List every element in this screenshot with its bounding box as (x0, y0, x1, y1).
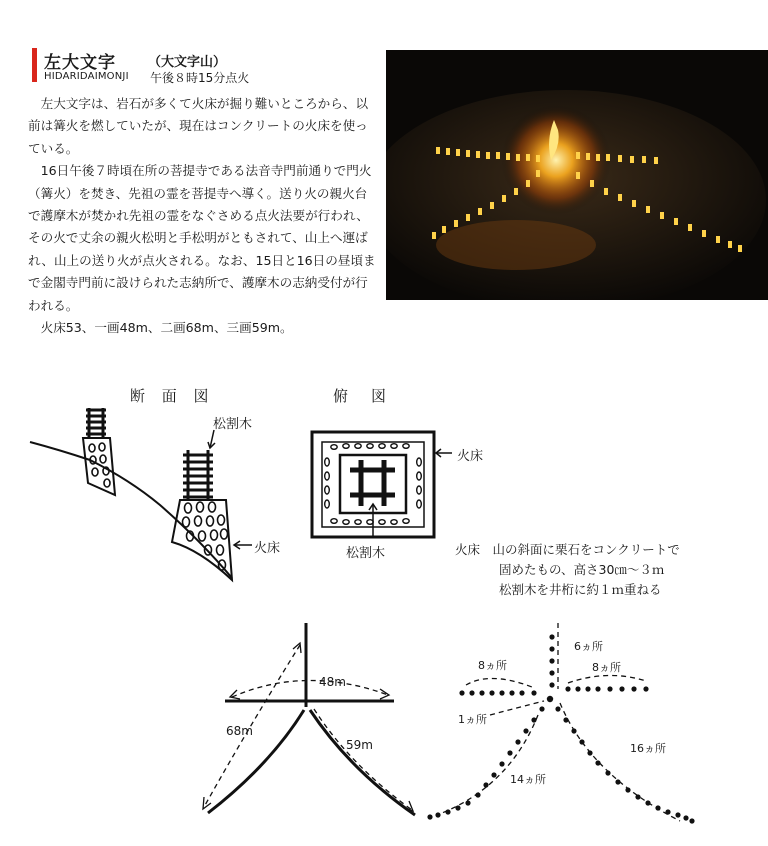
dot-strokes (427, 634, 694, 823)
count-left-label: 8ヵ所 (478, 659, 507, 672)
fire-photo-svg (386, 50, 768, 300)
section-diagram-title: 断 面 図 (130, 387, 215, 405)
fire-bed-label-plan: 火床 (457, 449, 484, 464)
fire-bed-legend (455, 540, 680, 600)
stroke1-length-label: 48m (319, 675, 346, 689)
legend-line-2: 固めたもの、高さ30㎝～３ｍ (499, 562, 665, 577)
legend-term: 火床 (455, 542, 481, 557)
count-top-label: 6ヵ所 (574, 640, 603, 653)
stroke3-length-label: 59m (346, 738, 373, 752)
count-right-label: 8ヵ所 (592, 661, 621, 674)
night-photo (386, 50, 768, 300)
paragraph-2: 16日午後７時頃在所の菩提寺である法音寺門前通りで門火（篝火）を焚き、先祖の霊を菩提寺へ導く。送り火の親火台で護摩木が焚かれ先祖の霊をなぐさめる点火法要が行われ、その火で丈余の親火松明と手松明がともされて、山上へ運ばれ、山上の送り火が点火される。なお、15日と16日の昼頃まで金閣寺門前に設けられた志納所で、護摩木の志納受付が行われる。 (28, 163, 376, 313)
romaji-name: HIDARIDAIMONJI (44, 71, 129, 82)
pine-wood-label-plan: 松割木 (346, 546, 386, 561)
paragraph-1: 左大文字は、岩石が多くて火床が掘り難いところから、以前は篝火を燃していたが、現在はコンクリートの火床を使っている。 (28, 96, 369, 156)
pine-wood-label-section: 松割木 (213, 417, 253, 432)
ignition-time: 午後８時15分点火 (150, 71, 250, 85)
count-lower-right-label: 16ヵ所 (630, 742, 666, 755)
stroke-measure-diagram (203, 623, 415, 815)
character-diagrams-svg (190, 615, 710, 835)
stroke2-length-label: 68m (226, 724, 253, 738)
count-lower-left-label: 14ヵ所 (510, 773, 546, 786)
page-subtitle: （大文字山） (148, 55, 227, 70)
paragraph-3: 火床53、一画48m、二画68m、三画59m。 (40, 320, 293, 336)
page-title: 左大文字 (44, 53, 116, 73)
plan-view-diagram (312, 432, 452, 538)
cross-section-diagram (30, 408, 252, 580)
count-center-label: 1ヵ所 (458, 713, 487, 726)
body-text (28, 93, 378, 339)
plan-diagram-title: 俯 図 (333, 387, 391, 405)
fire-bed-label-section: 火床 (254, 541, 281, 556)
legend-line-3: 松割木を井桁に約１ｍ重ねる (499, 582, 662, 597)
legend-line-1: 山の斜面に栗石をコンクリートで (492, 542, 680, 557)
title-accent-bar (32, 48, 37, 82)
